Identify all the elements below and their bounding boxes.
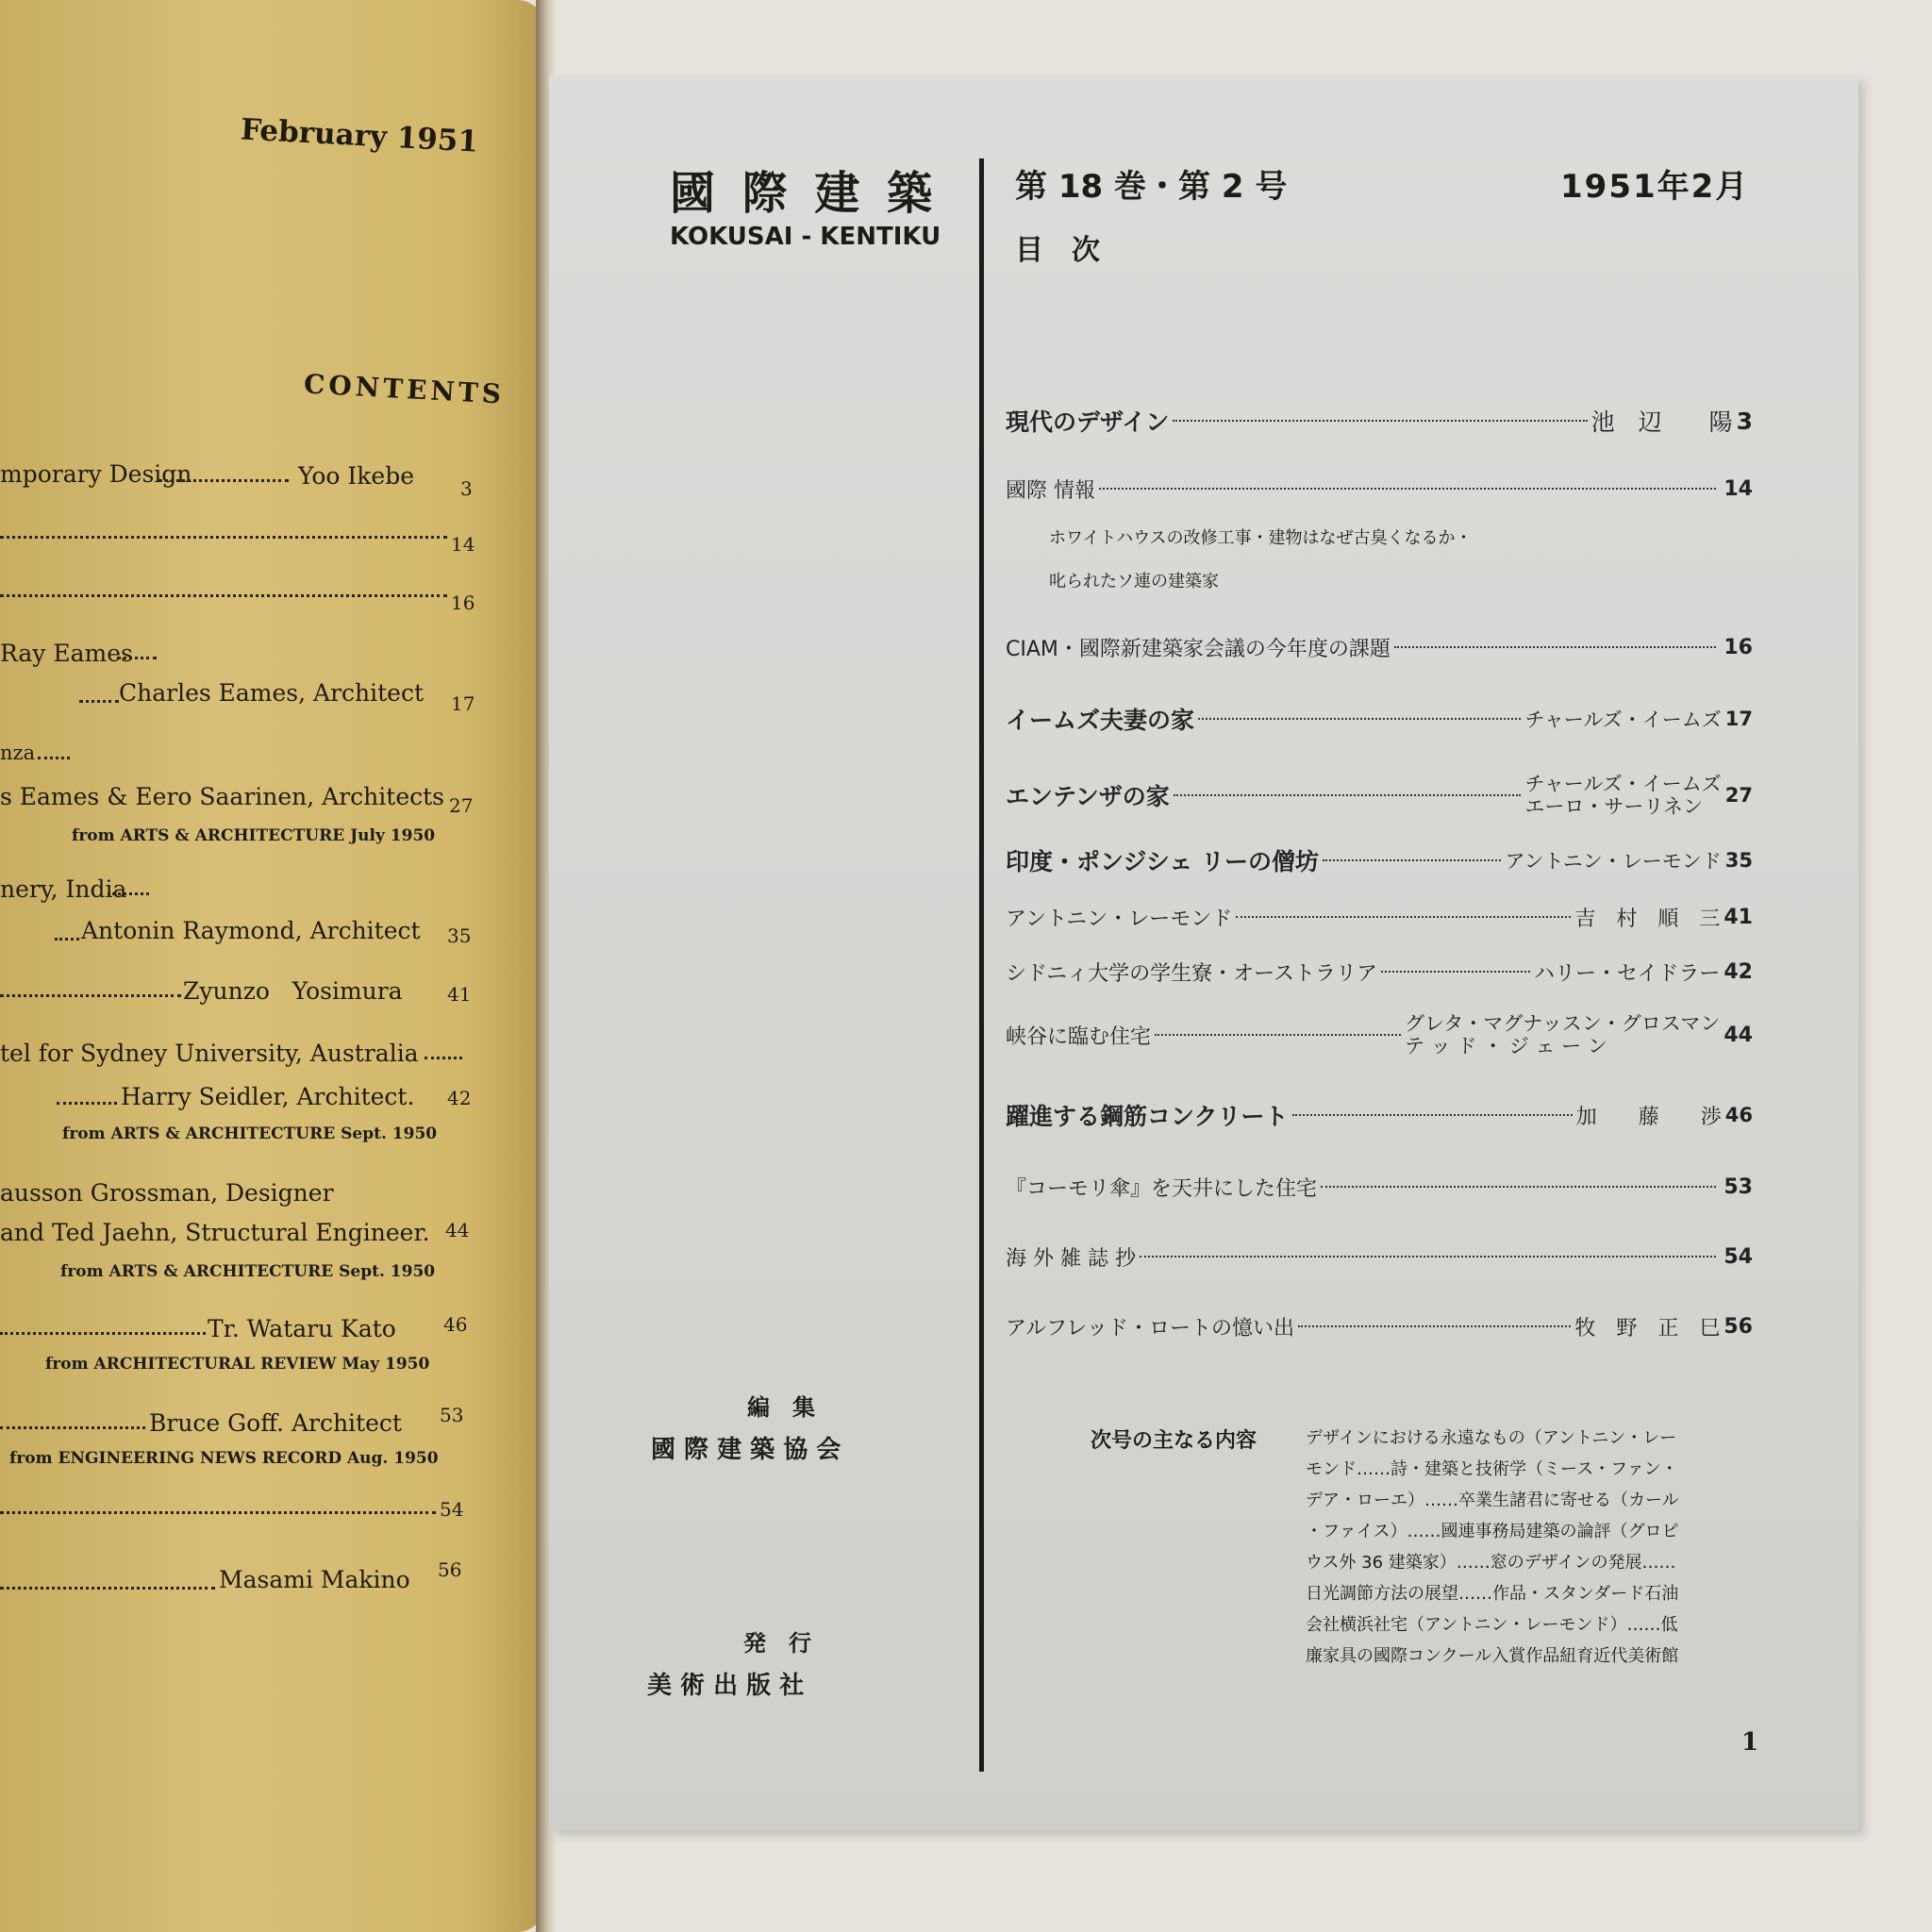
leader-dots — [1394, 646, 1716, 648]
contents-line-author: Tr. Wataru Kato — [208, 1315, 396, 1342]
toc-entry[interactable] — [1006, 1240, 1753, 1274]
toc-entry-title: 『コーモリ傘』を天井にした住宅 — [1006, 1176, 1318, 1201]
toc-entry[interactable] — [1006, 843, 1753, 877]
contents-page-number: 14 — [451, 533, 475, 556]
toc-entry-title: 現代のデザイン — [1006, 408, 1170, 436]
leader-dots — [1323, 859, 1501, 861]
contents-source-note: from ARTS & ARCHITECTURE July 1950 — [72, 826, 436, 845]
left-page-english-contents — [0, 0, 545, 1932]
leader-dots — [1173, 420, 1587, 422]
toc-entry-title: 躍進する鋼筋コンクリート — [1006, 1103, 1289, 1130]
next-issue-contents — [1306, 1423, 1758, 1672]
toc-entry-author: チャールズ・イームズ — [1524, 773, 1722, 795]
leader-dots — [117, 657, 157, 659]
contents-line-text: nza — [0, 741, 36, 764]
toc-entry-page: 46 — [1724, 1104, 1753, 1126]
toc-entry-title: シドニィ大学の学生寮・オーストラリア — [1006, 961, 1378, 986]
toc-entry-page: 41 — [1724, 905, 1753, 929]
next-issue-line: デザインにおける永遠なもの（アントニン・レー — [1306, 1428, 1677, 1448]
magazine-title: 國 際 建 築 — [670, 167, 939, 220]
contents-line-text: Ray Eames — [0, 640, 133, 667]
english-issue-date: February 1951 — [240, 112, 479, 159]
news-subtopics-line: ホワイトハウスの改修工事・建物はなぜ古臭くなるか・ — [1049, 528, 1473, 548]
issue-date: 1951年2月 — [1560, 168, 1750, 206]
toc-entry[interactable] — [1006, 472, 1753, 506]
toc-entry-author: エーロ・サーリネン — [1524, 795, 1704, 818]
right-page-japanese-contents — [549, 75, 1858, 1830]
toc-entry[interactable] — [1006, 772, 1753, 819]
leader-dots — [79, 700, 119, 703]
contents-page-number: 35 — [447, 924, 472, 947]
toc-list — [1006, 75, 1753, 1491]
leader-dots — [1298, 1325, 1571, 1327]
leader-dots — [55, 938, 79, 941]
toc-entry[interactable] — [1006, 1011, 1753, 1058]
contents-page-number: 17 — [451, 692, 475, 715]
toc-entry-author: 加 藤 渉 — [1575, 1105, 1722, 1129]
toc-entry[interactable] — [1006, 630, 1753, 664]
contents-page-number: 3 — [460, 477, 473, 500]
toc-entry-authors — [1405, 1012, 1720, 1058]
toc-entry-title: エンテンザの家 — [1006, 783, 1170, 810]
contents-line-author: Bruce Goff. Architect — [149, 1409, 402, 1437]
contents-page-number: 16 — [451, 591, 475, 614]
contents-line-text: tel for Sydney University, Australia — [0, 1040, 419, 1067]
contents-page-number: 46 — [443, 1313, 468, 1336]
news-subtopics-line: 叱られたソ連の建築家 — [1049, 572, 1219, 591]
contents-line-author: Masami Makino — [219, 1566, 410, 1593]
toc-entry[interactable] — [1006, 955, 1753, 989]
contents-source-note: from ENGINEERING NEWS RECORD Aug. 1950 — [9, 1449, 439, 1468]
toc-entry[interactable] — [1006, 1309, 1753, 1343]
page-number: 1 — [1741, 1728, 1759, 1757]
leader-dots — [1292, 1114, 1573, 1116]
leader-dots — [1155, 1034, 1401, 1036]
editor-label: 編 集 — [747, 1394, 815, 1421]
toc-heading: 目 次 — [1015, 234, 1100, 267]
contents-source-note: from ARCHITECTURAL REVIEW May 1950 — [45, 1355, 430, 1374]
toc-entry[interactable] — [1006, 404, 1753, 438]
toc-entry[interactable] — [1006, 702, 1753, 736]
toc-entry-page: 53 — [1724, 1174, 1753, 1199]
contents-page-number: 53 — [440, 1404, 464, 1426]
publisher-label: 発 行 — [743, 1630, 811, 1657]
next-issue-line: ・ファイス）……國連事務局建築の論評（グロピ — [1306, 1522, 1679, 1541]
toc-entry-title: 峡谷に臨む住宅 — [1006, 1024, 1152, 1049]
toc-entry-page: 44 — [1724, 1023, 1753, 1047]
toc-entry-author: 池 辺 陽 — [1591, 408, 1733, 436]
contents-source-note: from ARTS & ARCHITECTURE Sept. 1950 — [60, 1262, 436, 1281]
volume-number: 第 18 巻・第 2 号 — [1015, 168, 1288, 206]
contents-line-text: mporary Design — [0, 460, 192, 488]
leader-dots — [0, 994, 181, 997]
toc-entry-author: テ ッ ド ・ ジ ェ ー ン — [1405, 1035, 1607, 1058]
magazine-romaji: KOKUSAI - KENTIKU — [670, 223, 941, 251]
leader-dots — [0, 536, 447, 539]
next-issue-line: デア・ローエ）……卒業生諸君に寄せる（カール — [1306, 1491, 1679, 1510]
toc-entry-author: グレタ・マグナッスン・グロスマン — [1405, 1012, 1721, 1035]
contents-page-number: 27 — [449, 794, 474, 817]
toc-entry-page: 27 — [1724, 784, 1753, 807]
toc-entry[interactable] — [1006, 900, 1753, 934]
toc-entry-page: 17 — [1724, 708, 1753, 730]
contents-line-author: Zyunzo Yosimura — [183, 977, 403, 1005]
leader-dots — [0, 1511, 436, 1514]
toc-entry-title: アントニン・レーモンド — [1006, 907, 1233, 931]
contents-line-author: Harry Seidler, Architect. — [121, 1083, 415, 1110]
toc-entry-page: 54 — [1724, 1244, 1753, 1269]
contents-page-number: 56 — [438, 1558, 462, 1581]
publisher-name: 美 術 出 版 社 — [647, 1672, 805, 1700]
next-issue-line: 日光調節方法の展望……作品・スタンダード石油 — [1306, 1584, 1679, 1604]
next-issue-line: 会社横浜社宅（アントニン・レーモンド）……低 — [1306, 1615, 1678, 1635]
toc-entry-title: 國際 情報 — [1006, 478, 1095, 503]
toc-entry-page: 16 — [1724, 635, 1753, 659]
contents-line-text: s Eames & Eero Saarinen, Architects — [0, 783, 444, 810]
toc-entry-authors — [1524, 773, 1721, 818]
toc-entry-title: アルフレッド・ロートの憶い出 — [1006, 1316, 1295, 1341]
toc-entry-page: 3 — [1736, 407, 1753, 435]
contents-line-text: nery, India — [0, 875, 127, 903]
next-issue-line: モンド……詩・建築と技術学（ミース・ファン・ — [1306, 1459, 1678, 1479]
next-issue-line: ウス外 36 建築家）……窓のデザインの発展…… — [1306, 1553, 1676, 1573]
editor-name: 國 際 建 築 協 会 — [651, 1436, 841, 1464]
leader-dots — [0, 1332, 206, 1335]
leader-dots — [1321, 1186, 1716, 1188]
leader-dots — [1140, 1256, 1716, 1257]
toc-entry-title: 海 外 雑 誌 抄 — [1006, 1246, 1136, 1271]
toc-entry-title: 印度・ポンジシェ リーの僧坊 — [1006, 848, 1319, 875]
leader-dots — [1198, 718, 1521, 720]
leader-dots — [0, 1587, 215, 1590]
vertical-rule — [979, 158, 984, 1772]
toc-entry-page: 56 — [1724, 1314, 1753, 1339]
toc-entry-author: 牧 野 正 巳 — [1574, 1316, 1721, 1341]
contents-page-number: 44 — [445, 1219, 470, 1241]
leader-dots — [1236, 916, 1571, 918]
contents-heading: CONTENTS — [303, 368, 506, 410]
next-issue-line: 廉家具の國際コンクール入賞作品紐育近代美術館 — [1306, 1646, 1679, 1666]
contents-line-author: Charles Eames, Architect — [119, 679, 425, 707]
contents-source-note: from ARTS & ARCHITECTURE Sept. 1950 — [62, 1124, 438, 1143]
contents-line-text: ausson Grossman, Designer — [0, 1179, 334, 1207]
contents-line-author: Antonin Raymond, Architect — [81, 917, 421, 944]
leader-dots — [108, 892, 149, 895]
toc-entry-title: イームズ夫妻の家 — [1006, 707, 1195, 734]
leader-dots — [57, 1102, 117, 1105]
leader-dots — [38, 757, 70, 759]
leader-dots — [158, 479, 289, 482]
toc-entry[interactable] — [1006, 1170, 1753, 1204]
leader-dots — [0, 594, 447, 597]
contents-page-number: 54 — [440, 1498, 464, 1521]
toc-entry[interactable] — [1006, 1098, 1753, 1132]
toc-entry-page: 42 — [1724, 959, 1753, 984]
leader-dots — [1099, 488, 1716, 490]
leader-dots — [425, 1057, 462, 1059]
toc-entry-page: 14 — [1724, 476, 1753, 501]
contents-page-number: 41 — [447, 983, 472, 1006]
toc-entry-title: CIAM・國際新建築家会議の今年度の課題 — [1006, 637, 1391, 661]
toc-entry-page: 35 — [1724, 849, 1753, 872]
leader-dots — [1381, 971, 1530, 973]
contents-line-author: Yoo Ikebe — [298, 462, 414, 490]
toc-entry-author: 吉 村 順 三 — [1574, 907, 1721, 931]
leader-dots — [1174, 794, 1522, 796]
toc-entry-author: チャールズ・イームズ — [1524, 708, 1722, 731]
contents-page-number: 42 — [447, 1087, 472, 1109]
contents-line-text: and Ted Jaehn, Structural Engineer. — [0, 1219, 430, 1246]
toc-entry-author: アントニン・レーモンド — [1505, 850, 1722, 873]
leader-dots — [0, 1426, 145, 1429]
toc-entry-author: ハリー・セイドラー — [1534, 961, 1721, 986]
next-issue-heading: 次号の主なる内容 — [1091, 1429, 1257, 1453]
